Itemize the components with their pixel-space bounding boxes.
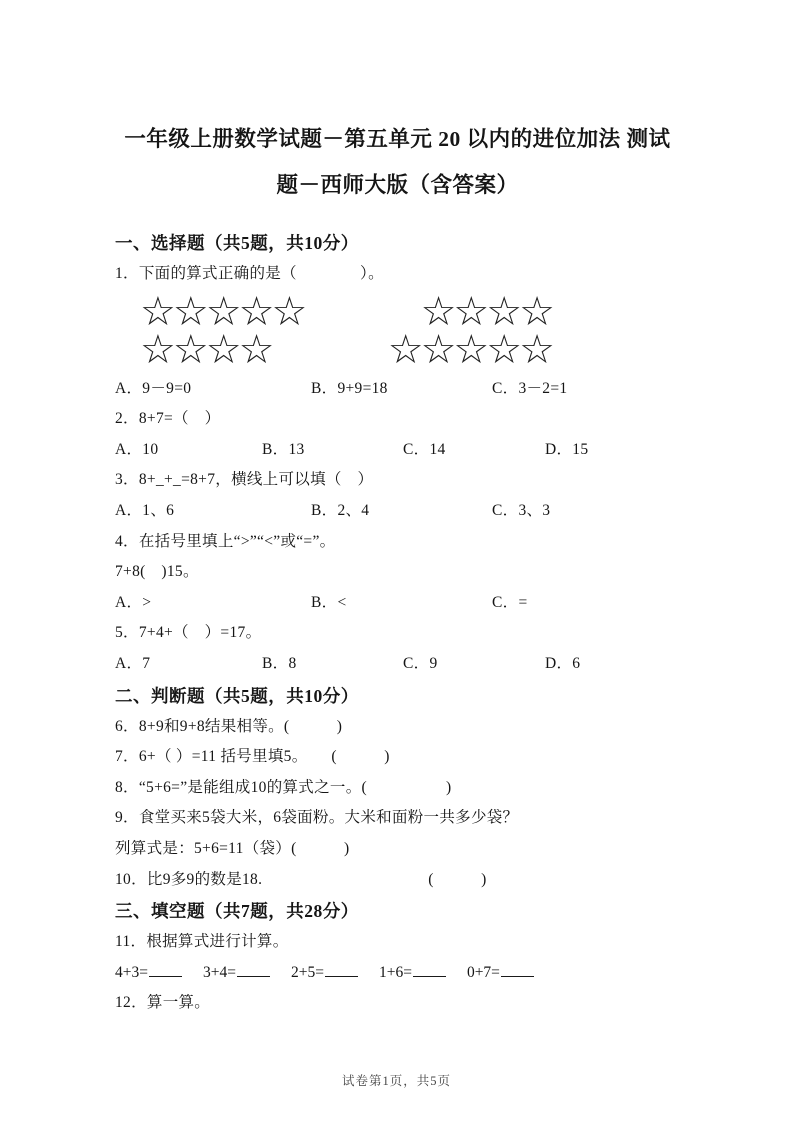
section-heading-choice: 一、选择题（共5题，共10分） (115, 233, 359, 253)
question-11-equations (115, 958, 680, 989)
option-b: B．13 (262, 440, 305, 458)
question-3-text: 3．8+_+_=8+7，横线上可以填（ ） (115, 471, 374, 489)
answer-blank (501, 962, 534, 977)
option-b: B．8 (262, 654, 297, 672)
option-a: A．7 (115, 654, 151, 672)
question-6-text: 6．8+9和9+8结果相等。( ) (115, 717, 343, 735)
question-10-statement: 10．比9多9的数是18. (115, 870, 263, 888)
title-line-1: 一年级上册数学试题－第五单元 20 以内的进位加法 测试 (124, 127, 671, 151)
question-10-answer-paren: ( ) (428, 870, 487, 888)
stars-figure (140, 288, 552, 373)
question-4-expression: 7+8( )15。 (115, 563, 199, 581)
question-9-equation: 列算式是：5+6=11（袋）( ) (115, 839, 350, 857)
star-group-right (387, 288, 552, 373)
question-4-text: 4．在括号里填上“>”“<”或“=”。 (115, 532, 336, 550)
question-8-text: 8．“5+6=”是能组成10的算式之一。( ) (115, 778, 452, 796)
option-a: A．> (115, 593, 152, 611)
option-c: C．3、3 (492, 501, 551, 519)
equation (115, 958, 182, 989)
answer-blank (325, 962, 358, 977)
question-1-options (115, 374, 680, 405)
page-footer: 试卷第1页，共5页 (341, 1074, 451, 1088)
question-7-text: 7．6+（ ）=11 括号里填5。 ( ) (115, 748, 390, 766)
title-line-2: 题－西师大版（含答案） (276, 173, 519, 197)
equation-label: 2+5= (290, 963, 324, 981)
answer-blank (413, 962, 446, 977)
option-c: C．3－2=1 (492, 379, 568, 397)
option-b: B．2、4 (311, 501, 370, 519)
equation (379, 958, 446, 989)
option-d: D．6 (545, 654, 581, 672)
question-3-options (115, 496, 680, 527)
star-row-icon: ☆☆☆☆☆ (140, 288, 305, 335)
equation-label: 3+4= (202, 963, 236, 981)
option-c: C．14 (403, 440, 446, 458)
equation (467, 958, 534, 989)
option-c: C．= (492, 593, 528, 611)
answer-blank (237, 962, 270, 977)
option-a: A．1、6 (115, 501, 175, 519)
question-2-text: 2．8+7=（ ） (115, 410, 221, 428)
equation (291, 958, 358, 989)
question-4-options (115, 588, 680, 619)
equation-label: 0+7= (466, 963, 500, 981)
question-5-text: 5．7+4+（ ）=17。 (115, 624, 262, 642)
option-b: B．9+9=18 (311, 379, 388, 397)
section-heading-fill: 三、填空题（共7题，共28分） (115, 901, 359, 922)
star-group-left (140, 288, 305, 373)
section-heading-judge: 二、判断题（共5题，共10分） (115, 685, 359, 706)
question-5-options (115, 649, 680, 680)
answer-blank (149, 962, 182, 977)
option-c: C．9 (403, 654, 438, 672)
equation (203, 958, 270, 989)
option-a: A．10 (115, 440, 159, 458)
equation-label: 1+6= (378, 963, 412, 981)
question-2-options (115, 435, 680, 466)
document-title (115, 116, 680, 208)
option-a: A．9－9=0 (115, 379, 192, 397)
option-b: B．< (311, 593, 347, 611)
star-row-icon: ☆☆☆☆ (140, 326, 272, 373)
equation-label: 4+3= (115, 963, 148, 981)
question-10-text (115, 865, 680, 896)
star-row-icon: ☆☆☆☆☆ (387, 326, 552, 373)
question-1-text: 1．下面的算式正确的是（ ）。 (115, 265, 384, 282)
star-row-icon: ☆☆☆☆ (420, 288, 552, 335)
option-d: D．15 (545, 440, 589, 458)
question-11-text: 11．根据算式进行计算。 (115, 933, 289, 951)
question-12-text: 12．算一算。 (115, 994, 211, 1012)
question-9-text: 9．食堂买来5袋大米，6袋面粉。大米和面粉一共多少袋？ (115, 809, 519, 827)
